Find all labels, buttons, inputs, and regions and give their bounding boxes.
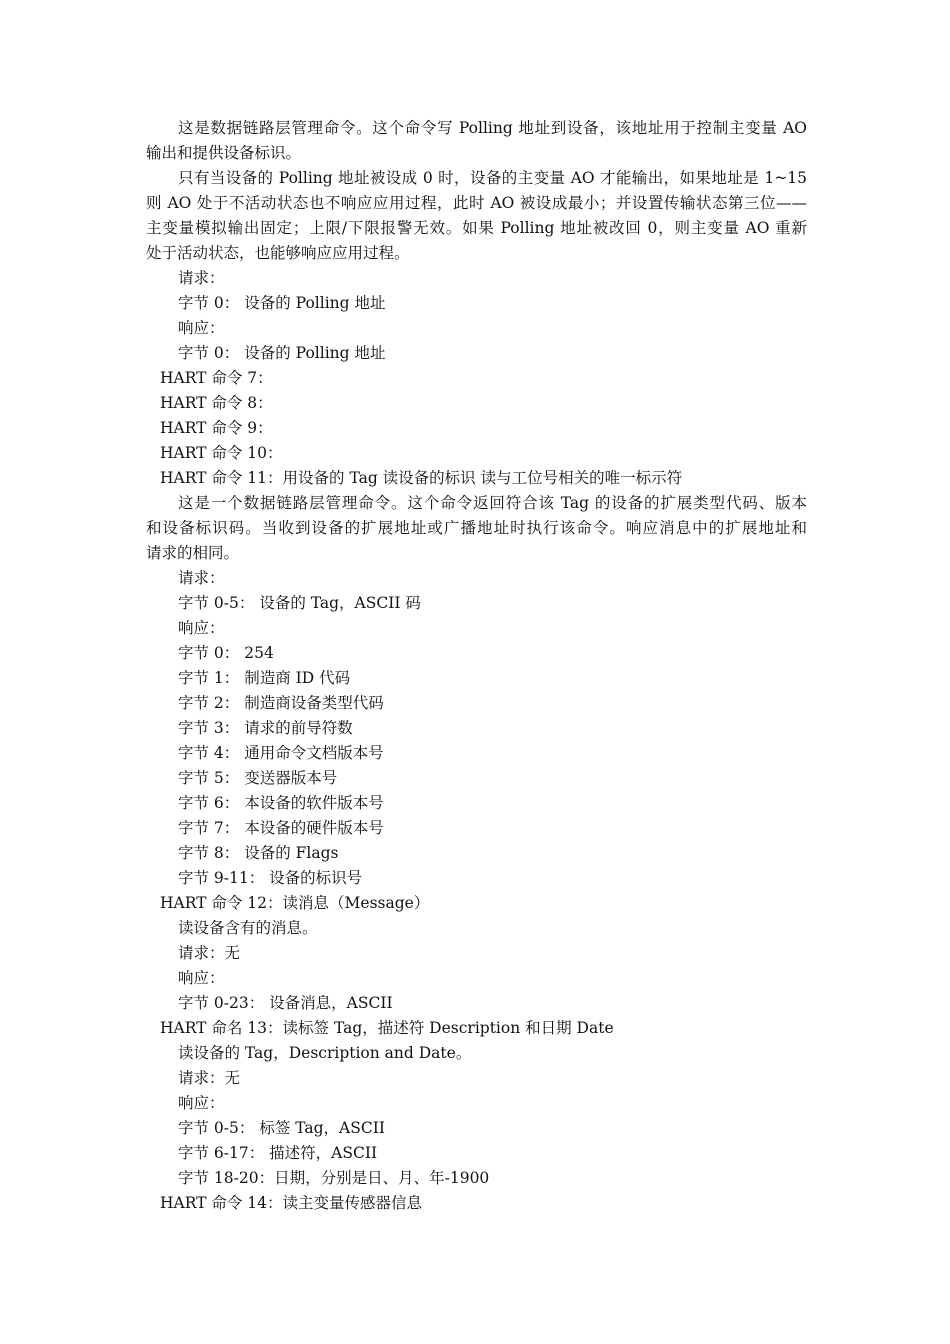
byte-line: 字节 7： 本设备的硬件版本号 xyxy=(178,819,384,837)
command-heading: HART 命令 7： xyxy=(160,369,273,387)
byte-line: 字节 6： 本设备的软件版本号 xyxy=(178,794,384,812)
paragraph-line: 只有当设备的 Polling 地址被设成 0 时，设备的主变量 AO 才能输出，如果地址是 1~15 xyxy=(178,169,807,187)
byte-line: 字节 0： 设备的 Polling 地址 xyxy=(178,344,386,362)
command-heading: HART 命令 14：读主变量传感器信息 xyxy=(160,1194,423,1212)
command-heading: HART 命令 11：用设备的 Tag 读设备的标识 读与工位号相关的唯一标示符 xyxy=(160,469,683,487)
byte-line: 字节 2： 制造商设备类型代码 xyxy=(178,694,384,712)
command-heading: HART 命名 13：读标签 Tag，描述符 Description 和日期 Date xyxy=(160,1019,614,1037)
paragraph-line: 请求的相同。 xyxy=(146,544,240,562)
byte-line: 字节 9-11： 设备的标识号 xyxy=(178,869,363,887)
paragraph-line: 这是一个数据链路层管理命令。这个命令返回符合该 Tag 的设备的扩展类型代码、版本 xyxy=(178,494,807,512)
response-heading: 响应： xyxy=(178,969,225,987)
byte-line: 字节 6-17： 描述符，ASCII xyxy=(178,1144,378,1162)
byte-line: 字节 0-23： 设备消息，ASCII xyxy=(178,994,393,1012)
byte-line: 字节 0-5： 设备的 Tag，ASCII 码 xyxy=(178,594,421,612)
paragraph-line: 处于活动状态，也能够响应应用过程。 xyxy=(146,244,410,262)
paragraph-line: 读设备的 Tag，Description and Date。 xyxy=(178,1044,472,1062)
paragraph-line: 这是数据链路层管理命令。这个命令写 Polling 地址到设备，该地址用于控制主变量 AO xyxy=(178,119,807,137)
command-heading: HART 命令 12：读消息（Message） xyxy=(160,894,430,912)
request-heading: 请求：无 xyxy=(178,1069,241,1087)
byte-line: 字节 4： 通用命令文档版本号 xyxy=(178,744,384,762)
byte-line: 字节 5： 变送器版本号 xyxy=(178,769,338,787)
byte-line: 字节 1： 制造商 ID 代码 xyxy=(178,669,351,687)
byte-line: 字节 0： 254 xyxy=(178,644,274,662)
request-heading: 请求： xyxy=(178,569,225,587)
byte-line: 字节 0-5： 标签 Tag，ASCII xyxy=(178,1119,385,1137)
paragraph-line: 主变量模拟输出固定；上限/下限报警无效。如果 Polling 地址被改回 0，则主变量 AO 重新 xyxy=(146,219,807,237)
request-heading: 请求： xyxy=(178,269,225,287)
paragraph-line: 则 AO 处于不活动状态也不响应应用过程，此时 AO 被设成最小；并设置传输状态第三位—— xyxy=(146,194,807,212)
byte-line: 字节 18-20：日期，分别是日、月、年-1900 xyxy=(178,1169,490,1187)
request-heading: 请求：无 xyxy=(178,944,241,962)
byte-line: 字节 3： 请求的前导符数 xyxy=(178,719,353,737)
command-heading: HART 命令 10： xyxy=(160,444,283,462)
paragraph-line: 和设备标识码。当收到设备的扩展地址或广播地址时执行该命令。响应消息中的扩展地址和 xyxy=(146,519,807,537)
response-heading: 响应： xyxy=(178,1094,225,1112)
paragraph-line: 读设备含有的消息。 xyxy=(178,919,318,937)
paragraph-line: 输出和提供设备标识。 xyxy=(146,144,302,162)
byte-line: 字节 8： 设备的 Flags xyxy=(178,844,339,862)
command-heading: HART 命令 9： xyxy=(160,419,273,437)
response-heading: 响应： xyxy=(178,319,225,337)
response-heading: 响应： xyxy=(178,619,225,637)
command-heading: HART 命令 8： xyxy=(160,394,273,412)
byte-line: 字节 0： 设备的 Polling 地址 xyxy=(178,294,386,312)
